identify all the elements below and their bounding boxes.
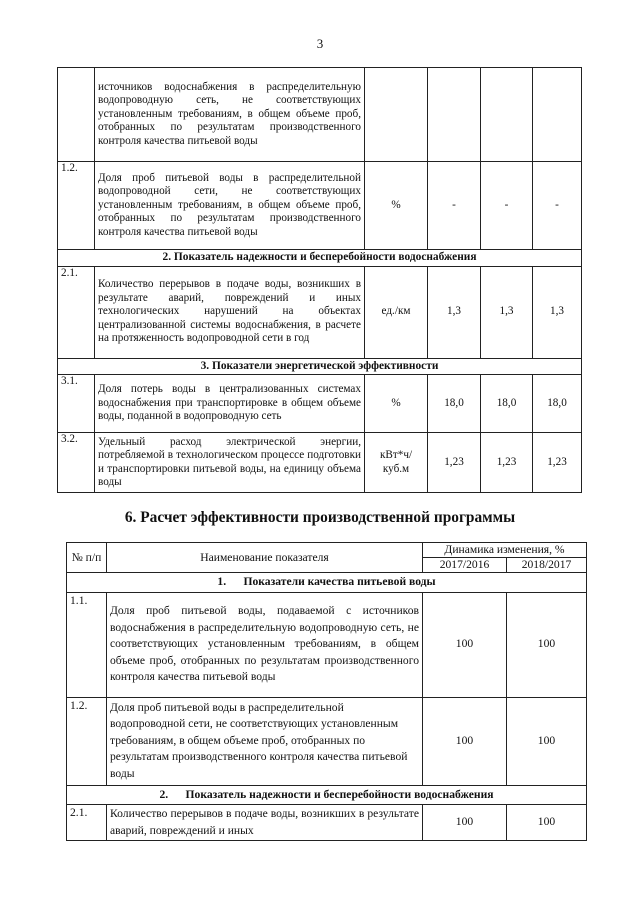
indicator-name: Количество перерывов в подаче воды, возникших в результате аварий, повреждений и иных	[107, 805, 423, 841]
value-cell: -	[428, 162, 481, 250]
value-cell: 18,0	[428, 375, 481, 433]
value-cell: -	[481, 162, 533, 250]
row-number: 2.1.	[67, 805, 107, 841]
row-number: 2.1.	[58, 266, 95, 358]
value-cell	[533, 68, 582, 162]
table-row	[58, 266, 582, 358]
indicator-name: Количество перерывов в подаче воды, возникших в результате аварий, повреждений и иных технологических нарушений на объектах централизованной системы водоснабжения, в расчете на протяженность водопроводной сети в год	[95, 266, 365, 358]
section-header-row	[67, 573, 587, 593]
value-cell: 100	[423, 697, 507, 785]
value-cell: 1,3	[481, 266, 533, 358]
indicator-name: Доля проб питьевой воды, подаваемой с источников водоснабжения в распределительную водопроводную сеть, не соответствующих установленным требованиям, в общем объеме проб, отобранных по результатам производственного контроля качества питьевой воды	[107, 592, 423, 697]
indicator-name: Доля проб питьевой воды в распределительной водопроводной сети, не соответствующих установленным требованиям, в общем объеме проб, отобранных по результатам производственного контроля качества питьевой воды	[107, 697, 423, 785]
column-header-name: Наименование показателя	[107, 543, 423, 573]
row-number	[58, 68, 95, 162]
indicator-name: Доля потерь воды в централизованных системах водоснабжения при транспортировке в общем объеме воды, поданной в водопроводную сеть	[95, 375, 365, 433]
value-cell: 1,3	[533, 266, 582, 358]
indicator-name: Удельный расход электрической энергии, потребляемой в технологическом процессе подготовки и транспортировки питьевой воды, на единицу объема воды	[95, 433, 365, 493]
value-cell: 100	[507, 697, 587, 785]
column-header-year1: 2017/2016	[423, 558, 507, 573]
row-number: 1.2.	[58, 162, 95, 250]
table-row	[67, 592, 587, 697]
value-cell: 100	[423, 592, 507, 697]
column-header-dynamics: Динамика изменения, %	[423, 543, 587, 558]
table-header-row	[67, 543, 587, 558]
indicator-name: источников водоснабжения в распределительную водопроводную сеть, не соответствующих установленным требованиям, в общем объеме проб, отобранных по результатам производственного контроля качества питьевой воды	[95, 68, 365, 162]
row-number: 3.2.	[58, 433, 95, 493]
value-cell	[481, 68, 533, 162]
table-row	[67, 697, 587, 785]
unit-cell: %	[365, 162, 428, 250]
value-cell: 18,0	[481, 375, 533, 433]
row-number: 1.2.	[67, 697, 107, 785]
table-row	[58, 433, 582, 493]
efficiency-table	[66, 542, 587, 841]
value-cell: 100	[507, 805, 587, 841]
page-number: 3	[316, 36, 324, 51]
table-row	[67, 805, 587, 841]
section-header-row	[58, 250, 582, 267]
section-title: 2. Показатель надежности и бесперебойности водоснабжения	[67, 785, 587, 805]
value-cell: 1,3	[428, 266, 481, 358]
unit-cell	[365, 68, 428, 162]
table-row	[58, 68, 582, 162]
section-6-title: 6. Расчет эффективности производственной программы	[124, 509, 516, 526]
column-header-year2: 2018/2017	[507, 558, 587, 573]
value-cell: -	[533, 162, 582, 250]
row-number: 3.1.	[58, 375, 95, 433]
value-cell: 100	[507, 592, 587, 697]
section-title: 3. Показатели энергетической эффективности	[58, 358, 582, 375]
section-title: 1. Показатели качества питьевой воды	[67, 573, 587, 593]
unit-cell: %	[365, 375, 428, 433]
value-cell: 1,23	[428, 433, 481, 493]
column-header-number: № п/п	[67, 543, 107, 573]
value-cell: 100	[423, 805, 507, 841]
value-cell: 1,23	[481, 433, 533, 493]
indicator-name: Доля проб питьевой воды в распределительной водопроводной сети, не соответствующих установленным требованиям, в общем объеме проб, отобранных по результатам производственного контроля качества питьевой воды	[95, 162, 365, 250]
table-row	[58, 375, 582, 433]
section-header-row	[58, 358, 582, 375]
unit-cell: кВт*ч/ куб.м	[365, 433, 428, 493]
value-cell	[428, 68, 481, 162]
value-cell: 1,23	[533, 433, 582, 493]
row-number: 1.1.	[67, 592, 107, 697]
value-cell: 18,0	[533, 375, 582, 433]
unit-cell: ед./км	[365, 266, 428, 358]
section-title: 2. Показатель надежности и бесперебойности водоснабжения	[58, 250, 582, 267]
section-header-row	[67, 785, 587, 805]
table-row	[58, 162, 582, 250]
indicators-table	[57, 67, 582, 493]
